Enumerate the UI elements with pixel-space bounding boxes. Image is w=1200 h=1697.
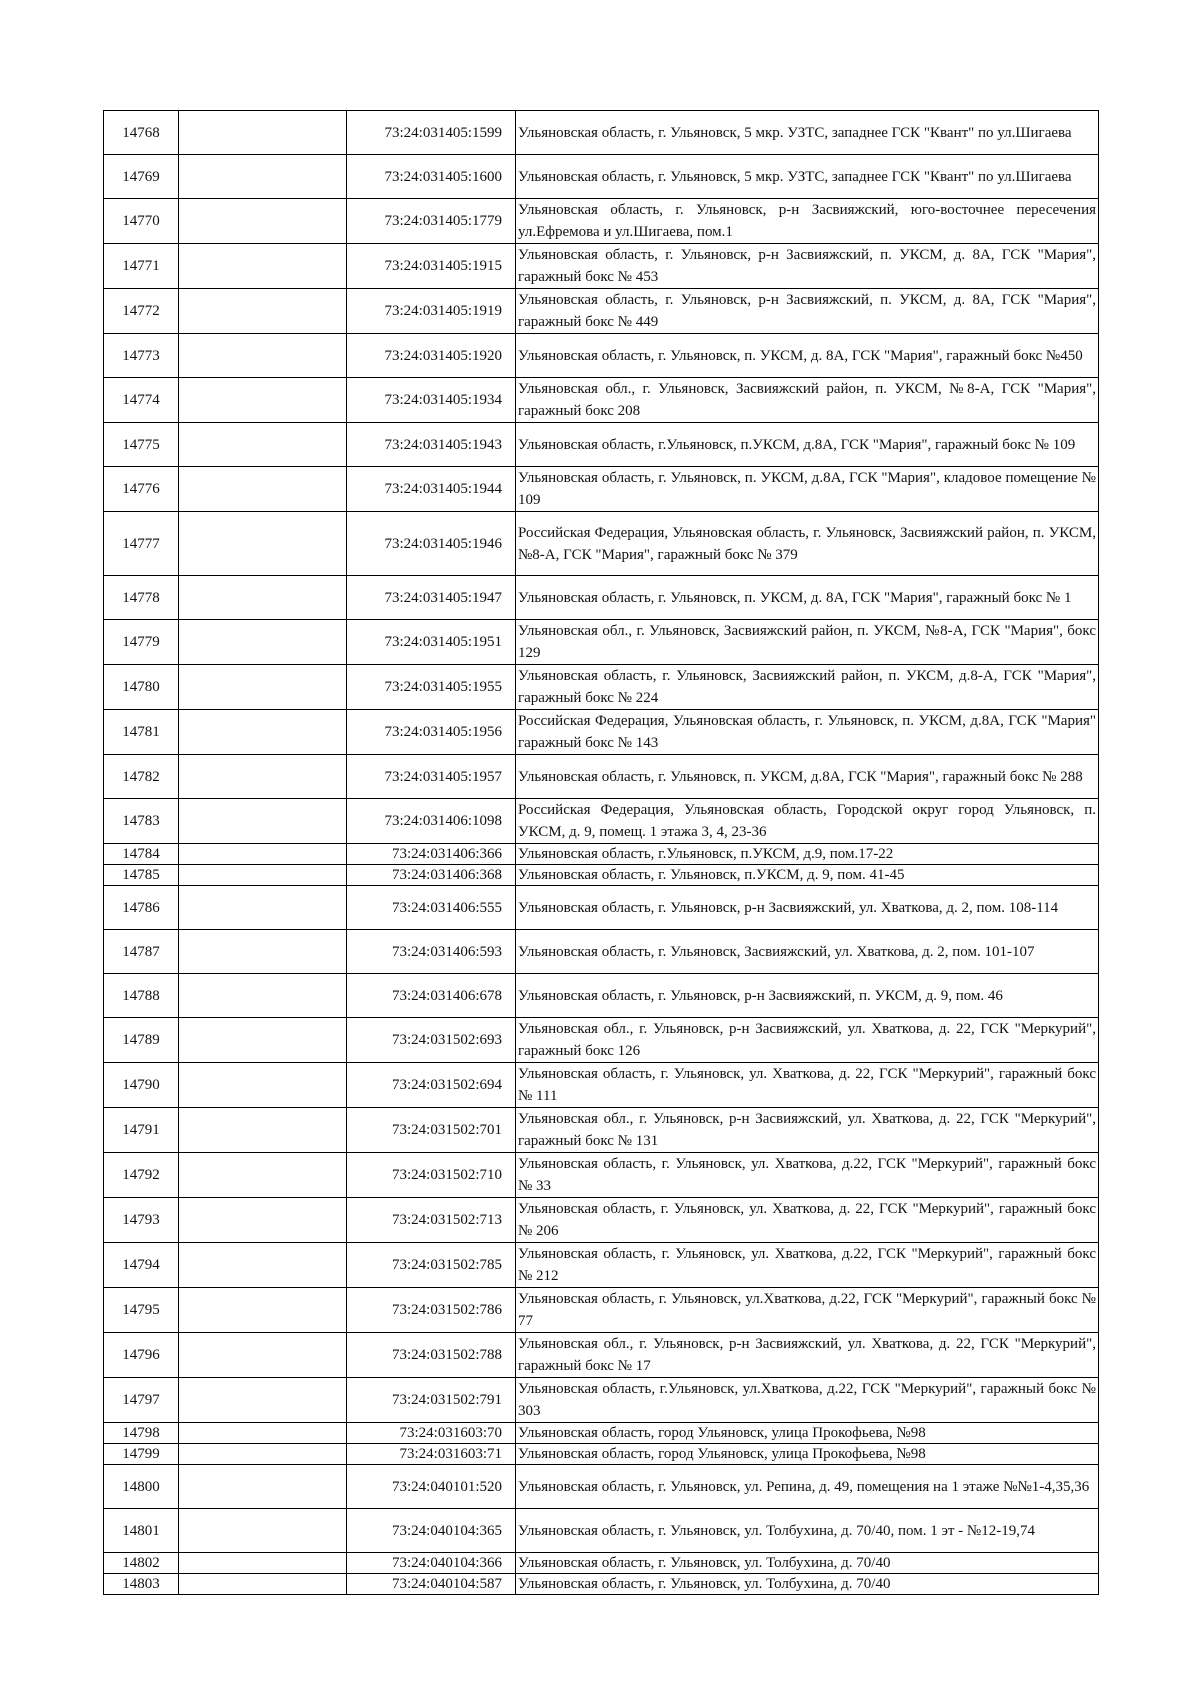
empty-cell [179,467,347,512]
empty-cell [179,1108,347,1153]
empty-cell [179,199,347,244]
row-number: 14770 [104,199,179,244]
address-cell: Ульяновская область, г. Ульяновск, 5 мкр. УЗТС, западнее ГСК "Квант" по ул.Шигаева [516,155,1099,199]
empty-cell [179,1063,347,1108]
empty-cell [179,799,347,844]
table-row [104,334,1099,378]
row-number: 14796 [104,1333,179,1378]
cadastral-number: 73:24:031405:1779 [347,199,516,244]
empty-cell [179,1423,347,1444]
address-cell: Ульяновская область, г. Ульяновск, р-н Засвияжский, п. УКСМ, д. 8А, ГСК "Мария", гаражный бокс № 453 [516,244,1099,289]
cadastral-number: 73:24:040104:366 [347,1553,516,1574]
row-number: 14797 [104,1378,179,1423]
cadastral-number: 73:24:031405:1920 [347,334,516,378]
table-row [104,930,1099,974]
cadastral-number: 73:24:031502:693 [347,1018,516,1063]
table-row [104,1333,1099,1378]
row-number: 14790 [104,1063,179,1108]
empty-cell [179,576,347,620]
table-row [104,199,1099,244]
cadastral-number: 73:24:031405:1943 [347,423,516,467]
table-row [104,1288,1099,1333]
address-cell: Ульяновская область, г. Ульяновск, ул. Хваткова, д. 22, ГСК "Меркурий", гаражный бокс № 206 [516,1198,1099,1243]
address-cell: Ульяновская область, город Ульяновск, улица Прокофьева, №98 [516,1423,1099,1444]
empty-cell [179,844,347,865]
cadastral-number: 73:24:031502:785 [347,1243,516,1288]
address-cell: Ульяновская обл., г. Ульяновск, Засвияжский район, п. УКСМ, №8-А, ГСК "Мария", бокс 129 [516,620,1099,665]
row-number: 14795 [104,1288,179,1333]
address-cell: Ульяновская область, г. Ульяновск, ул. Хваткова, д.22, ГСК "Меркурий", гаражный бокс № 212 [516,1243,1099,1288]
table-row [104,1243,1099,1288]
table-row [104,974,1099,1018]
cadastral-number: 73:24:031502:701 [347,1108,516,1153]
row-number: 14768 [104,111,179,155]
empty-cell [179,930,347,974]
address-cell: Ульяновская область, г. Ульяновск, ул. Репина, д. 49, помещения на 1 этаже №№1-4,35,36 [516,1465,1099,1509]
cadastral-number: 73:24:040101:520 [347,1465,516,1509]
empty-cell [179,155,347,199]
cadastral-number: 73:24:031603:70 [347,1423,516,1444]
row-number: 14785 [104,865,179,886]
address-cell: Ульяновская область, г. Ульяновск, р-н Засвияжский, ул. Хваткова, д. 2, пом. 108-114 [516,886,1099,930]
table-row [104,1574,1099,1595]
cadastral-number: 73:24:031405:1956 [347,710,516,755]
table-row [104,576,1099,620]
empty-cell [179,1288,347,1333]
address-cell: Российская Федерация, Ульяновская область, Городской округ город Ульяновск, п. УКСМ, д. 9, помещ. 1 этажа 3, 4, 23-36 [516,799,1099,844]
address-cell: Ульяновская область, г. Ульяновск, ул.Хваткова, д.22, ГСК "Меркурий", гаражный бокс № 77 [516,1288,1099,1333]
address-cell: Ульяновская обл., г. Ульяновск, р-н Засвияжский, ул. Хваткова, д. 22, ГСК "Меркурий", гаражный бокс № 17 [516,1333,1099,1378]
row-number: 14788 [104,974,179,1018]
address-cell: Ульяновская область, г. Ульяновск, п. УКСМ, д.8А, ГСК "Мария", гаражный бокс № 288 [516,755,1099,799]
cadastral-number: 73:24:040104:365 [347,1509,516,1553]
table-row [104,886,1099,930]
cadastral-number: 73:24:031405:1934 [347,378,516,423]
empty-cell [179,865,347,886]
address-cell: Ульяновская область, г. Ульяновск, р-н Засвияжский, п. УКСМ, д. 8А, ГСК "Мария", гаражный бокс № 449 [516,289,1099,334]
empty-cell [179,1243,347,1288]
table-row [104,467,1099,512]
address-cell: Российская Федерация, Ульяновская область, г. Ульяновск, п. УКСМ, д.8А, ГСК "Мария" гаражный бокс № 143 [516,710,1099,755]
table-row [104,865,1099,886]
table-row [104,1378,1099,1423]
row-number: 14784 [104,844,179,865]
empty-cell [179,1509,347,1553]
row-number: 14791 [104,1108,179,1153]
address-cell: Ульяновская область, г.Ульяновск, п.УКСМ, д.9, пом.17-22 [516,844,1099,865]
row-number: 14803 [104,1574,179,1595]
address-cell: Ульяновская область, г. Ульяновск, ул. Толбухина, д. 70/40 [516,1574,1099,1595]
empty-cell [179,244,347,289]
property-register-table [103,110,1099,1595]
row-number: 14798 [104,1423,179,1444]
empty-cell [179,111,347,155]
address-cell: Ульяновская обл., г. Ульяновск, Засвияжский район, п. УКСМ, №8-А, ГСК "Мария", гаражный бокс 208 [516,378,1099,423]
empty-cell [179,1153,347,1198]
cadastral-number: 73:24:031406:368 [347,865,516,886]
address-cell: Ульяновская область, г.Ульяновск, ул.Хваткова, д.22, ГСК "Меркурий", гаражный бокс № 303 [516,1378,1099,1423]
cadastral-number: 73:24:031406:555 [347,886,516,930]
address-cell: Ульяновская область, город Ульяновск, улица Прокофьева, №98 [516,1444,1099,1465]
row-number: 14773 [104,334,179,378]
address-cell: Ульяновская область, г. Ульяновск, Засвияжский район, п. УКСМ, д.8-А, ГСК "Мария", гаражный бокс № 224 [516,665,1099,710]
address-cell: Ульяновская область, г. Ульяновск, ул. Хваткова, д.22, ГСК "Меркурий", гаражный бокс № 33 [516,1153,1099,1198]
table-row [104,1509,1099,1553]
row-number: 14777 [104,512,179,576]
table-row [104,755,1099,799]
address-cell: Ульяновская область, г. Ульяновск, ул. Толбухина, д. 70/40, пом. 1 эт - №12-19,74 [516,1509,1099,1553]
empty-cell [179,1333,347,1378]
table-row [104,1153,1099,1198]
cadastral-number: 73:24:031502:713 [347,1198,516,1243]
empty-cell [179,334,347,378]
address-cell: Ульяновская область, г. Ульяновск, р-н Засвияжский, юго-восточнее пересечения ул.Ефремова и ул.Шигаева, пом.1 [516,199,1099,244]
empty-cell [179,1018,347,1063]
empty-cell [179,423,347,467]
cadastral-number: 73:24:031405:1919 [347,289,516,334]
document-page [103,110,1098,1595]
address-cell: Ульяновская область, г. Ульяновск, ул. Хваткова, д. 22, ГСК "Меркурий", гаражный бокс № 111 [516,1063,1099,1108]
row-number: 14780 [104,665,179,710]
address-cell: Ульяновская область, г. Ульяновск, ул. Толбухина, д. 70/40 [516,1553,1099,1574]
empty-cell [179,620,347,665]
cadastral-number: 73:24:031406:1098 [347,799,516,844]
row-number: 14801 [104,1509,179,1553]
table-row [104,1465,1099,1509]
table-row [104,844,1099,865]
empty-cell [179,1444,347,1465]
address-cell: Ульяновская область, г. Ульяновск, п. УКСМ, д. 8А, ГСК "Мария", гаражный бокс №450 [516,334,1099,378]
row-number: 14789 [104,1018,179,1063]
address-cell: Ульяновская обл., г. Ульяновск, р-н Засвияжский, ул. Хваткова, д. 22, ГСК "Меркурий", гаражный бокс 126 [516,1018,1099,1063]
table-row [104,620,1099,665]
address-cell: Ульяновская область, г. Ульяновск, п. УКСМ, д.8А, ГСК "Мария", кладовое помещение № 109 [516,467,1099,512]
cadastral-number: 73:24:031502:788 [347,1333,516,1378]
cadastral-number: 73:24:031406:593 [347,930,516,974]
table-row [104,512,1099,576]
cadastral-number: 73:24:031405:1947 [347,576,516,620]
address-cell: Ульяновская область, г. Ульяновск, Засвияжский, ул. Хваткова, д. 2, пом. 101-107 [516,930,1099,974]
empty-cell [179,378,347,423]
cadastral-number: 73:24:040104:587 [347,1574,516,1595]
row-number: 14776 [104,467,179,512]
cadastral-number: 73:24:031502:710 [347,1153,516,1198]
empty-cell [179,665,347,710]
table-row [104,1444,1099,1465]
table-row [104,1423,1099,1444]
cadastral-number: 73:24:031405:1946 [347,512,516,576]
row-number: 14779 [104,620,179,665]
cadastral-number: 73:24:031405:1957 [347,755,516,799]
empty-cell [179,755,347,799]
row-number: 14772 [104,289,179,334]
row-number: 14781 [104,710,179,755]
empty-cell [179,1574,347,1595]
cadastral-number: 73:24:031502:791 [347,1378,516,1423]
table-row [104,155,1099,199]
cadastral-number: 73:24:031405:1915 [347,244,516,289]
empty-cell [179,1553,347,1574]
cadastral-number: 73:24:031406:366 [347,844,516,865]
address-cell: Ульяновская область, г.Ульяновск, п.УКСМ, д.8А, ГСК "Мария", гаражный бокс № 109 [516,423,1099,467]
table-row [104,423,1099,467]
table-row [104,378,1099,423]
row-number: 14794 [104,1243,179,1288]
cadastral-number: 73:24:031405:1951 [347,620,516,665]
table-row [104,1018,1099,1063]
table-row [104,1198,1099,1243]
cadastral-number: 73:24:031603:71 [347,1444,516,1465]
table-row [104,1108,1099,1153]
table-body [104,111,1099,1595]
empty-cell [179,1465,347,1509]
row-number: 14792 [104,1153,179,1198]
address-cell: Ульяновская область, г. Ульяновск, р-н Засвияжский, п. УКСМ, д. 9, пом. 46 [516,974,1099,1018]
row-number: 14774 [104,378,179,423]
empty-cell [179,974,347,1018]
table-row [104,289,1099,334]
row-number: 14771 [104,244,179,289]
address-cell: Ульяновская обл., г. Ульяновск, р-н Засвияжский, ул. Хваткова, д. 22, ГСК "Меркурий", гаражный бокс № 131 [516,1108,1099,1153]
row-number: 14793 [104,1198,179,1243]
table-row [104,799,1099,844]
row-number: 14778 [104,576,179,620]
table-row [104,710,1099,755]
row-number: 14802 [104,1553,179,1574]
table-row [104,111,1099,155]
cadastral-number: 73:24:031405:1955 [347,665,516,710]
cadastral-number: 73:24:031405:1599 [347,111,516,155]
cadastral-number: 73:24:031502:786 [347,1288,516,1333]
cadastral-number: 73:24:031406:678 [347,974,516,1018]
row-number: 14769 [104,155,179,199]
empty-cell [179,710,347,755]
empty-cell [179,289,347,334]
cadastral-number: 73:24:031405:1600 [347,155,516,199]
table-row [104,665,1099,710]
row-number: 14775 [104,423,179,467]
row-number: 14799 [104,1444,179,1465]
address-cell: Российская Федерация, Ульяновская область, г. Ульяновск, Засвияжский район, п. УКСМ, №8-А, ГСК "Мария", гаражный бокс № 379 [516,512,1099,576]
empty-cell [179,886,347,930]
table-row [104,244,1099,289]
empty-cell [179,1378,347,1423]
table-row [104,1063,1099,1108]
empty-cell [179,512,347,576]
cadastral-number: 73:24:031502:694 [347,1063,516,1108]
table-row [104,1553,1099,1574]
row-number: 14782 [104,755,179,799]
row-number: 14786 [104,886,179,930]
address-cell: Ульяновская область, г. Ульяновск, п.УКСМ, д. 9, пом. 41-45 [516,865,1099,886]
cadastral-number: 73:24:031405:1944 [347,467,516,512]
row-number: 14800 [104,1465,179,1509]
row-number: 14783 [104,799,179,844]
address-cell: Ульяновская область, г. Ульяновск, п. УКСМ, д. 8А, ГСК "Мария", гаражный бокс № 1 [516,576,1099,620]
empty-cell [179,1198,347,1243]
address-cell: Ульяновская область, г. Ульяновск, 5 мкр. УЗТС, западнее ГСК "Квант" по ул.Шигаева [516,111,1099,155]
row-number: 14787 [104,930,179,974]
